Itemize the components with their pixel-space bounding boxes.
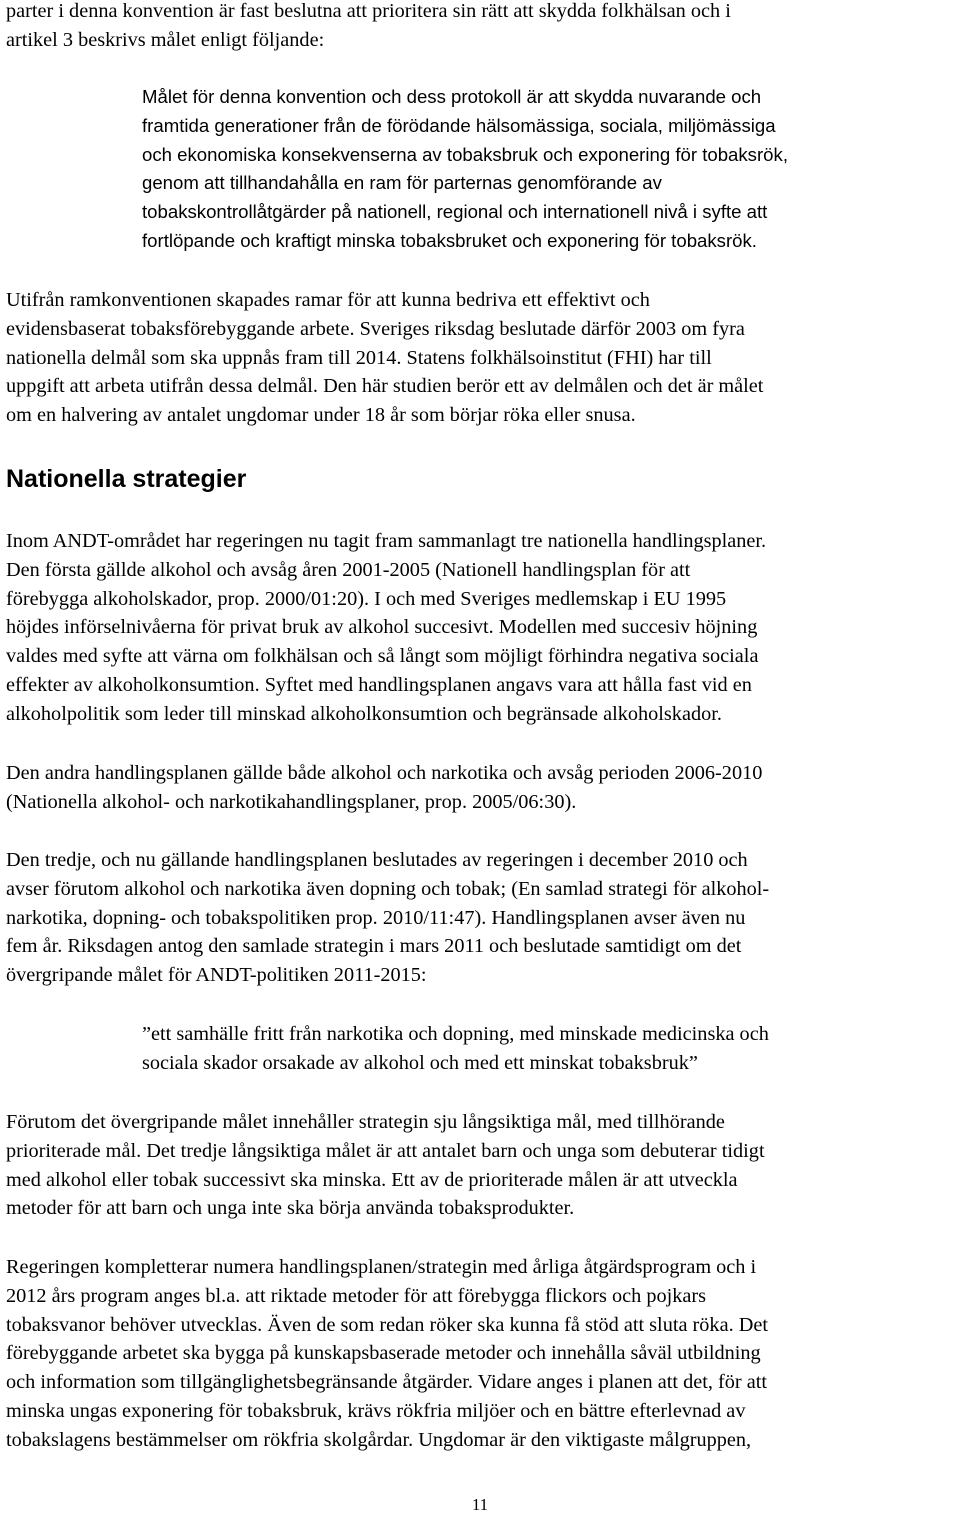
framework-paragraph (6, 286, 960, 430)
text-line: Den andra handlingsplanen gällde både alkohol och narkotika och avsåg perioden 2006-2010 (6, 762, 763, 784)
text-line: alkoholpolitik som leder till minskad alkoholkonsumtion och begränsade alkoholskador. (6, 702, 722, 725)
action-program-paragraph (6, 1253, 960, 1455)
text-line: Regeringen kompletterar numera handlingsplanen/strategin med årliga åtgärdsprogram och i (6, 1256, 757, 1278)
text-line: tobakskontrollåtgärder på nationell, regional och internationell nivå i syfte att (142, 201, 768, 223)
text-line: avser förutom alkohol och narkotika även dopning och tobak; (En samlad strategi för alkohol- (6, 877, 770, 900)
text-line: evidensbaserat tobaksförebyggande arbete. Sveriges riksdag beslutade därför 2003 om fyra (6, 317, 745, 340)
text-line: effekter av alkoholkonsumtion. Syftet med handlingsplanen angavs vara att hålla fast vid en (6, 673, 752, 696)
text-line: narkotika, dopning- och tobakspolitiken prop. 2010/11:47). Handlingsplanen avser även nu (6, 906, 746, 929)
text-line: höjdes införselnivåerna för privat bruk av alkohol succesivt. Modellen med succesiv höjning (6, 616, 758, 639)
text-line: tobakslagens bestämmelser om rökfria skolgårdar. Ungdomar är den viktigaste målgruppen, (6, 1428, 752, 1451)
long-term-goals-paragraph (6, 1108, 960, 1223)
text-line: 2012 års program anges bl.a. att riktade metoder för att förebygga flickors och pojkars (6, 1284, 707, 1307)
overall-goal-quote (142, 1020, 960, 1078)
text-line: tobaksvanor behöver utvecklas. Även de som redan röker ska kunna få stöd att sluta röka. Det (6, 1313, 769, 1336)
text-line: prioriterade mål. Det tredje långsiktiga målet är att antalet barn och unga som debuterar tidigt (6, 1139, 765, 1162)
convention-goal-block (142, 83, 960, 256)
third-plan-paragraph (6, 846, 960, 990)
text-line: Förutom det övergripande målet innehåller strategin sju långsiktiga mål, med tillhörande (6, 1111, 725, 1133)
text-line: ”ett samhälle fritt från narkotika och dopning, med minskade medicinska och (142, 1023, 769, 1045)
text-line: Inom ANDT-området har regeringen nu tagit fram sammanlagt tre nationella handlingsplaner. (6, 530, 767, 552)
text-line: fem år. Riksdagen antog den samlade strategin i mars 2011 och beslutade samtidigt om det (6, 935, 742, 958)
text-line: Utifrån ramkonventionen skapades ramar för att kunna bedriva ett effektivt och (6, 289, 650, 311)
text-line: artikel 3 beskrivs målet enligt följande: (6, 28, 325, 51)
page-number: 11 (471, 1495, 489, 1514)
text-line: sociala skador orsakade av alkohol och med ett minskat tobaksbruk” (142, 1051, 698, 1074)
text-line: minska ungas exponering för tobaksbruk, krävs rökfria miljöer och en bättre efterlevnad av (6, 1399, 746, 1422)
text-line: Den tredje, och nu gällande handlingsplanen beslutades av regeringen i december 2010 och (6, 849, 748, 871)
second-plan-paragraph (6, 759, 960, 817)
text-line: Målet för denna konvention och dess protokoll är att skydda nuvarande och (142, 86, 762, 107)
text-line: och information som tillgänglighetsbegränsande åtgärder. Vidare anges i planen att det, för att (6, 1371, 767, 1394)
text-line: Den första gällde alkohol och avsåg åren 2001-2005 (Nationell handlingsplan för att (6, 558, 691, 581)
text-line: förebygga alkoholskador, prop. 2000/01:20). I och med Sveriges medlemskap i EU 1995 (6, 587, 727, 610)
text-line: framtida generationer från de förödande hälsomässiga, sociala, miljömässiga (142, 114, 776, 136)
text-line: och ekonomiska konsekvenserna av tobaksbruk och exponering för tobaksrök, (142, 143, 788, 165)
text-line: metoder för att barn och unga inte ska börja använda tobaksprodukter. (6, 1197, 575, 1220)
text-line: genom att tillhandahålla en ram för parternas genomförande av (142, 172, 662, 194)
text-line: med alkohol eller tobak successivt ska minska. Ett av de prioriterade målen är att utveckla (6, 1168, 738, 1191)
text-line: nationella delmål som ska uppnås fram till 2014. Statens folkhälsoinstitut (FHI) har till (6, 346, 712, 369)
text-line: övergripande målet för ANDT-politiken 2011-2015: (6, 964, 427, 987)
text-line: fortlöpande och kraftigt minska tobaksbruket och exponering för tobaksrök. (142, 229, 757, 251)
section-heading: Nationella strategier (6, 465, 247, 493)
text-line: förebyggande arbetet ska bygga på kunskapsbaserade metoder och innehålla såväl utbildning (6, 1342, 761, 1365)
text-line: parter i denna konvention är fast beslutna att prioritera sin rätt att skydda folkhälsan och i (6, 0, 731, 22)
first-plan-paragraph (6, 527, 960, 729)
text-line: om en halvering av antalet ungdomar under 18 år som börjar röka eller snusa. (6, 404, 636, 427)
text-line: valdes med syfte att värna om folkhälsan och så långt som möjligt förhindra negativa sociala (6, 645, 759, 668)
intro-paragraph (6, 0, 960, 55)
text-line: uppgift att arbeta utifrån dessa delmål. Den här studien berör ett av delmålen och det är målet (6, 375, 764, 398)
text-line: (Nationella alkohol- och narkotikahandlingsplaner, prop. 2005/06:30). (6, 790, 577, 813)
